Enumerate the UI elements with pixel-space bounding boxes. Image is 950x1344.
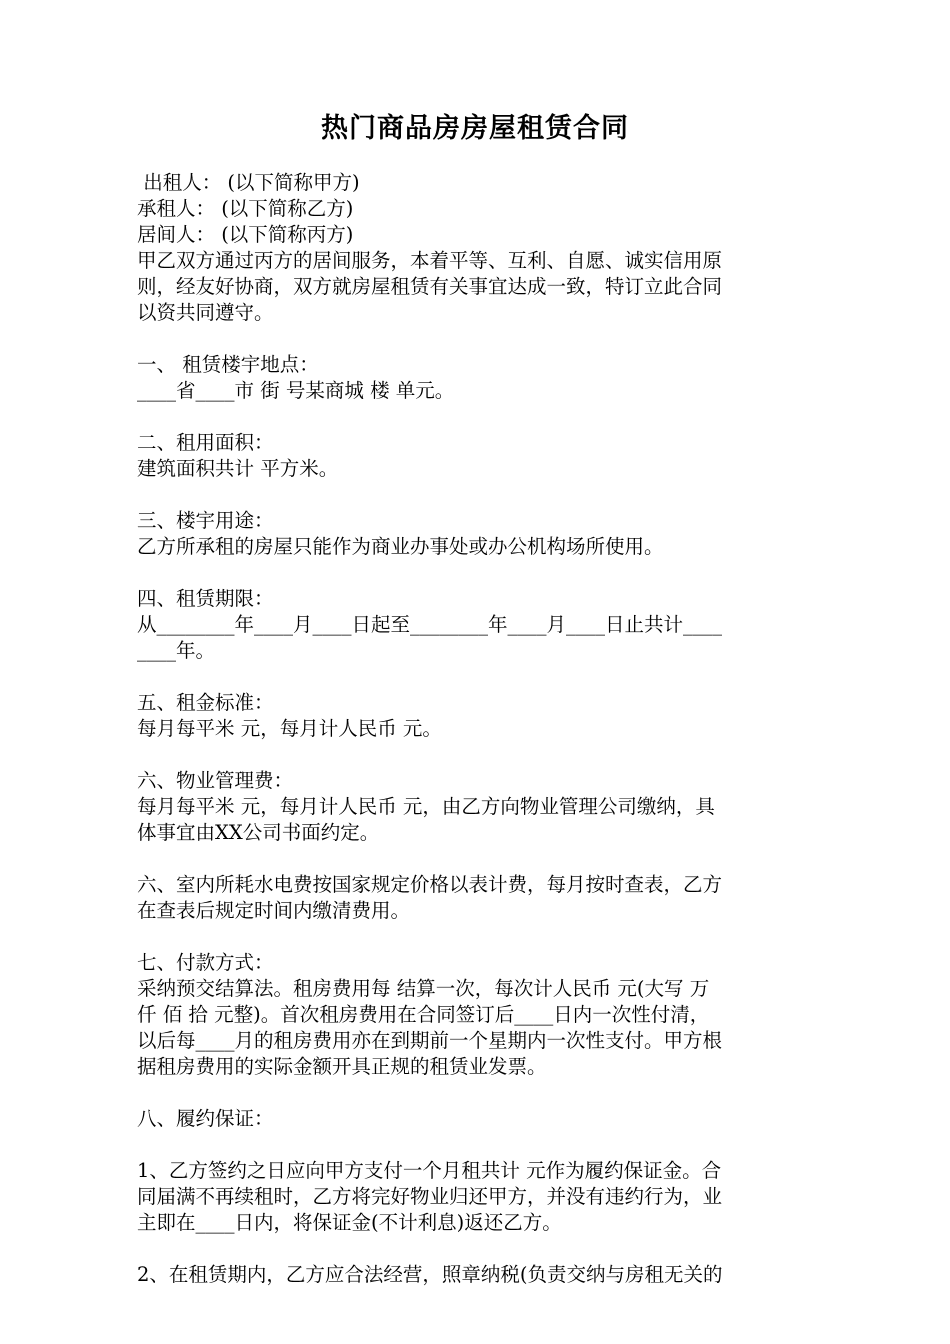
text-line: 八、履约保证： <box>137 1107 274 1130</box>
text-line: 以后每____月的租房费用亦在到期前一个星期内一次性支付。甲方根 <box>137 1029 723 1052</box>
text-line: 据租房费用的实际金额开具正规的租赁业发票。 <box>137 1055 547 1078</box>
text-line: 1、乙方签约之日应向甲方支付一个月租共计 元作为履约保证金。合 <box>137 1159 722 1182</box>
text-line: 2、在租赁期内，乙方应合法经营，照章纳税(负责交纳与房租无关的 <box>137 1263 723 1286</box>
blank-line <box>137 924 817 950</box>
document-body <box>137 170 817 1288</box>
text-line: 以资共同遵守。 <box>137 301 274 324</box>
text-line: 五、租金标准： <box>137 691 274 714</box>
blank-line <box>137 326 817 352</box>
blank-line <box>137 1236 817 1262</box>
text-line: ____省____市 街 号某商城 楼 单元。 <box>137 379 455 402</box>
text-line: 承租人： (以下简称乙方) <box>137 197 354 220</box>
text-line: 一、 租赁楼宇地点： <box>137 353 319 376</box>
text-line: 乙方所承租的房屋只能作为商业办事处或办公机构场所使用。 <box>137 535 664 558</box>
text-line: 出租人： (以下简称甲方) <box>137 171 360 194</box>
text-line: 在查表后规定时间内缴清费用。 <box>137 899 411 922</box>
text-line: 同届满不再续租时，乙方将完好物业归还甲方，并没有违约行为，业 <box>137 1185 723 1208</box>
text-line: 七、付款方式： <box>137 951 274 974</box>
text-line: 每月每平米 元，每月计人民币 元，由乙方向物业管理公司缴纳，具 <box>137 795 715 818</box>
text-line: 六、物业管理费： <box>137 769 294 792</box>
text-line: 甲乙双方通过丙方的居间服务，本着平等、互利、自愿、诚实信用原 <box>137 249 723 272</box>
text-line: 居间人： (以下简称丙方) <box>137 223 354 246</box>
text-line: 体事宜由XX公司书面约定。 <box>137 821 380 844</box>
text-line: 四、租赁期限： <box>137 587 274 610</box>
blank-line <box>137 482 817 508</box>
blank-line <box>137 664 817 690</box>
document-title: 热门商品房房屋租赁合同 <box>321 113 629 144</box>
text-line: ____年。 <box>137 639 216 662</box>
text-line: 从________年____月____日起至________年____月____日止共计____ <box>137 613 723 636</box>
text-line: 建筑面积共计 平方米。 <box>137 457 339 480</box>
blank-line <box>137 846 817 872</box>
text-line: 则，经友好协商，双方就房屋租赁有关事宜达成一致，特订立此合同 <box>137 275 723 298</box>
text-line: 仟 佰 拾 元整)。首次租房费用在合同签订后____日内一次性付清， <box>137 1003 710 1026</box>
text-line: 二、租用面积： <box>137 431 274 454</box>
text-line: 三、楼宇用途： <box>137 509 274 532</box>
blank-line <box>137 560 817 586</box>
blank-line <box>137 1132 817 1158</box>
blank-line <box>137 742 817 768</box>
blank-line <box>137 1080 817 1106</box>
text-line: 主即在____日内，将保证金(不计利息)返还乙方。 <box>137 1211 562 1234</box>
text-line: 六、室内所耗水电费按国家规定价格以表计费，每月按时查表，乙方 <box>137 873 723 896</box>
blank-line <box>137 404 817 430</box>
text-line: 每月每平米 元，每月计人民币 元。 <box>137 717 442 740</box>
text-line: 采纳预交结算法。租房费用每 结算一次，每次计人民币 元(大写 万 <box>137 977 710 1000</box>
